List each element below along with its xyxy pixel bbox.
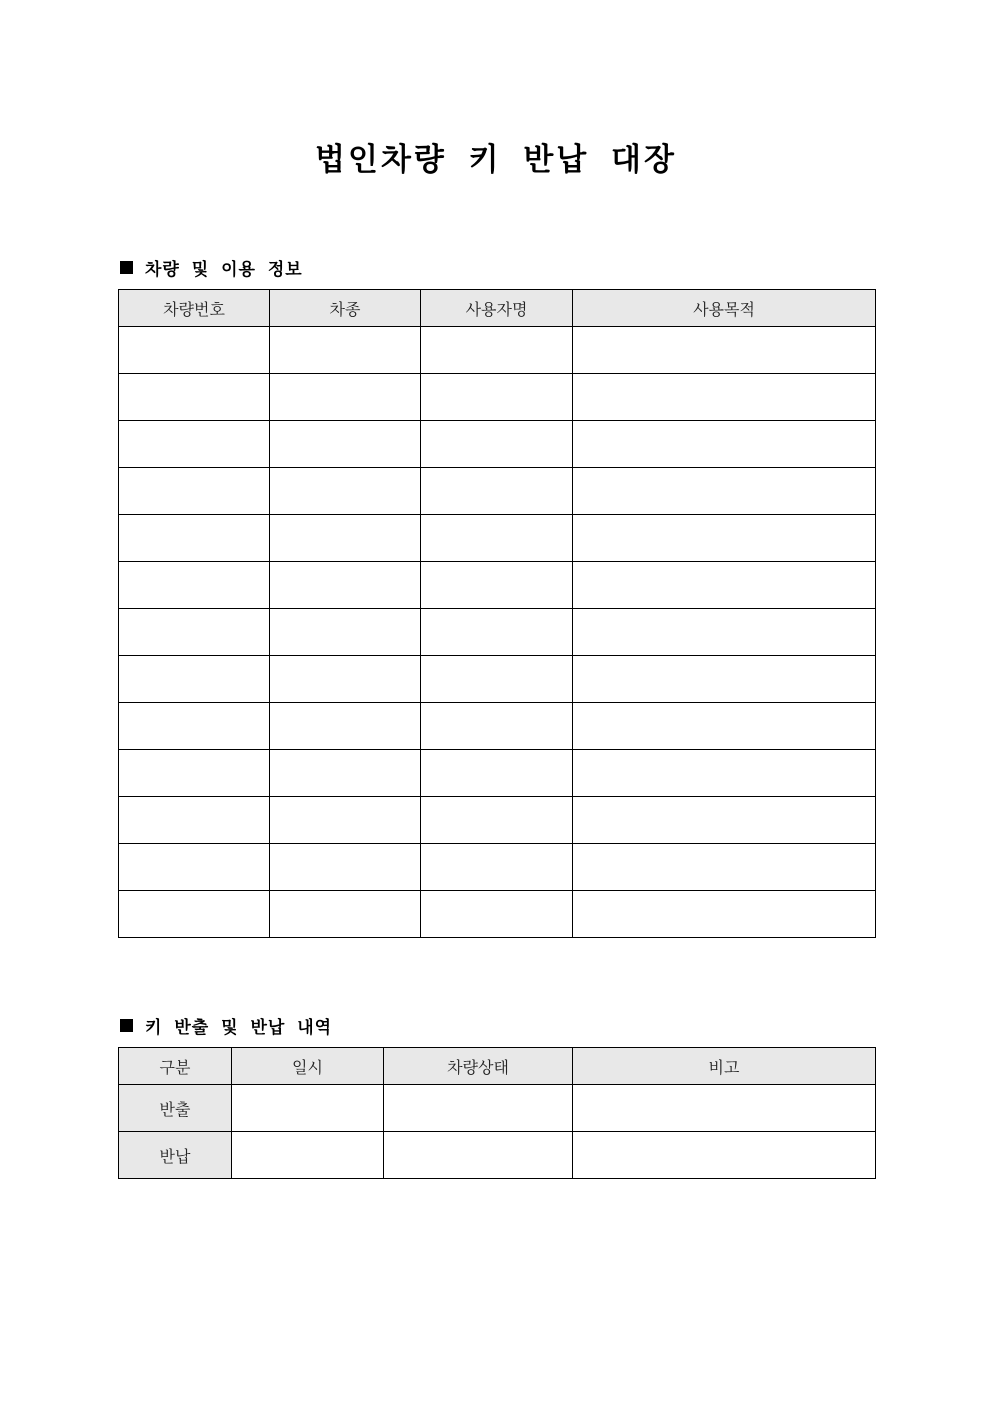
table-row: [119, 1085, 876, 1132]
remarks-cell[interactable]: [573, 1085, 876, 1132]
purpose-cell[interactable]: [573, 468, 876, 515]
user-name-cell[interactable]: [421, 703, 573, 750]
remarks-cell[interactable]: [573, 1132, 876, 1179]
square-bullet-icon: [120, 261, 133, 274]
vehicle-model-cell[interactable]: [270, 844, 421, 891]
purpose-cell[interactable]: [573, 844, 876, 891]
row-label-return: 반납: [119, 1132, 232, 1179]
vehicle-model-cell[interactable]: [270, 609, 421, 656]
vehicle-number-cell[interactable]: [119, 656, 270, 703]
vehicle-condition-cell[interactable]: [384, 1132, 573, 1179]
table-row: [119, 327, 876, 374]
column-header-vehicle-condition: 차량상태: [384, 1048, 573, 1085]
vehicle-number-cell[interactable]: [119, 750, 270, 797]
purpose-cell[interactable]: [573, 797, 876, 844]
column-header-purpose: 사용목적: [573, 290, 876, 327]
vehicle-model-cell[interactable]: [270, 562, 421, 609]
vehicle-model-cell[interactable]: [270, 421, 421, 468]
vehicle-model-cell[interactable]: [270, 468, 421, 515]
purpose-cell[interactable]: [573, 374, 876, 421]
column-header-category: 구분: [119, 1048, 232, 1085]
datetime-cell[interactable]: [232, 1085, 384, 1132]
vehicle-model-cell[interactable]: [270, 750, 421, 797]
table-header-row: [119, 290, 876, 327]
table-row: [119, 891, 876, 938]
table-row: [119, 750, 876, 797]
table-row: [119, 656, 876, 703]
vehicle-model-cell[interactable]: [270, 656, 421, 703]
vehicle-model-cell[interactable]: [270, 515, 421, 562]
user-name-cell[interactable]: [421, 327, 573, 374]
user-name-cell[interactable]: [421, 750, 573, 797]
table-row: [119, 468, 876, 515]
table-row: [119, 1132, 876, 1179]
row-label-checkout: 반출: [119, 1085, 232, 1132]
user-name-cell[interactable]: [421, 374, 573, 421]
vehicle-number-cell[interactable]: [119, 703, 270, 750]
vehicle-number-cell[interactable]: [119, 421, 270, 468]
purpose-cell[interactable]: [573, 515, 876, 562]
purpose-cell[interactable]: [573, 656, 876, 703]
vehicle-number-cell[interactable]: [119, 844, 270, 891]
user-name-cell[interactable]: [421, 891, 573, 938]
purpose-cell[interactable]: [573, 703, 876, 750]
square-bullet-icon: [120, 1019, 133, 1032]
vehicle-number-cell[interactable]: [119, 515, 270, 562]
key-table-body: [119, 1085, 876, 1179]
user-name-cell[interactable]: [421, 515, 573, 562]
column-header-vehicle-number: 차량번호: [119, 290, 270, 327]
key-section-title: 키 반출 및 반납 내역: [145, 1018, 333, 1038]
user-name-cell[interactable]: [421, 421, 573, 468]
table-row: [119, 797, 876, 844]
table-header-row: [119, 1048, 876, 1085]
purpose-cell[interactable]: [573, 327, 876, 374]
user-name-cell[interactable]: [421, 797, 573, 844]
key-section-heading: [120, 1013, 332, 1038]
datetime-cell[interactable]: [232, 1132, 384, 1179]
table-row: [119, 374, 876, 421]
vehicle-number-cell[interactable]: [119, 468, 270, 515]
purpose-cell[interactable]: [573, 891, 876, 938]
purpose-cell[interactable]: [573, 609, 876, 656]
vehicle-model-cell[interactable]: [270, 797, 421, 844]
column-header-datetime: 일시: [232, 1048, 384, 1085]
vehicle-model-cell[interactable]: [270, 891, 421, 938]
column-header-remarks: 비고: [573, 1048, 876, 1085]
table-row: [119, 515, 876, 562]
purpose-cell[interactable]: [573, 421, 876, 468]
column-header-vehicle-model: 차종: [270, 290, 421, 327]
vehicle-number-cell[interactable]: [119, 609, 270, 656]
table-row: [119, 844, 876, 891]
user-name-cell[interactable]: [421, 609, 573, 656]
vehicle-number-cell[interactable]: [119, 374, 270, 421]
vehicle-number-cell[interactable]: [119, 891, 270, 938]
user-name-cell[interactable]: [421, 562, 573, 609]
table-row: [119, 562, 876, 609]
table-row: [119, 703, 876, 750]
table-row: [119, 609, 876, 656]
vehicle-model-cell[interactable]: [270, 703, 421, 750]
purpose-cell[interactable]: [573, 750, 876, 797]
vehicle-info-table: [118, 289, 876, 938]
vehicle-condition-cell[interactable]: [384, 1085, 573, 1132]
column-header-user-name: 사용자명: [421, 290, 573, 327]
vehicle-number-cell[interactable]: [119, 797, 270, 844]
document-title: 법인차량 키 반납 대장: [315, 142, 677, 178]
user-name-cell[interactable]: [421, 656, 573, 703]
user-name-cell[interactable]: [421, 844, 573, 891]
vehicle-model-cell[interactable]: [270, 327, 421, 374]
table-row: [119, 421, 876, 468]
vehicle-number-cell[interactable]: [119, 562, 270, 609]
vehicle-table-body: [119, 327, 876, 938]
vehicle-number-cell[interactable]: [119, 327, 270, 374]
vehicle-section-heading: [120, 255, 303, 280]
key-log-table: [118, 1047, 876, 1179]
vehicle-model-cell[interactable]: [270, 374, 421, 421]
vehicle-section-title: 차량 및 이용 정보: [145, 260, 303, 280]
user-name-cell[interactable]: [421, 468, 573, 515]
purpose-cell[interactable]: [573, 562, 876, 609]
